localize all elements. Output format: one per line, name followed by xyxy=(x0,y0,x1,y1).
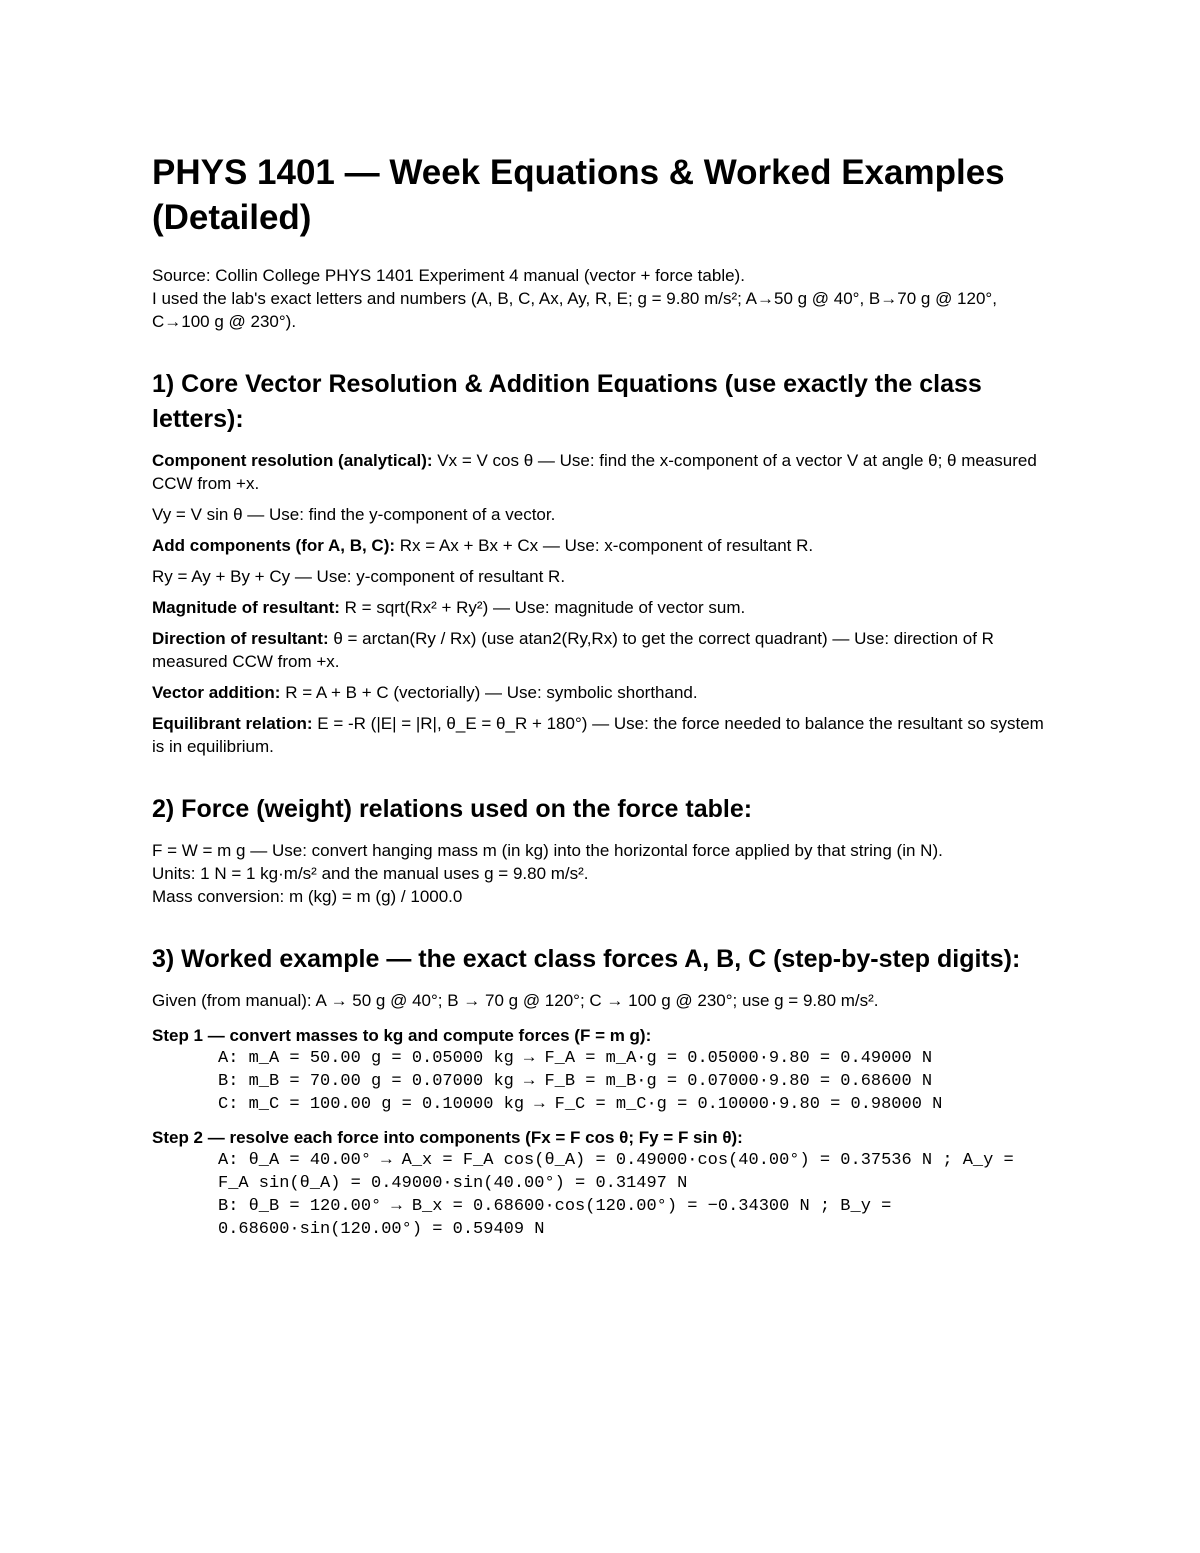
magnitude-label: Magnitude of resultant: xyxy=(152,598,340,617)
step-1-line-c: C: m_C = 100.00 g = 0.10000 kg → F_C = m_C·g = 0.10000·9.80 = 0.98000 N xyxy=(218,1095,943,1114)
add-components-label: Add components (for A, B, C): xyxy=(152,536,396,555)
direction-line xyxy=(152,627,1047,673)
step-2-label-text: Step 2 — resolve each force into components (Fx = F cos θ; Fy = F sin θ): xyxy=(152,1128,743,1147)
direction-label: Direction of resultant: xyxy=(152,629,329,648)
component-resolution-label: Component resolution (analytical): xyxy=(152,451,433,470)
intro-note: I used the lab's exact letters and numbers (A, B, C, Ax, Ay, R, E; g = 9.80 m/s²; A→50 g @ 40°, B→70 g @ 120°, C→100 g @ 230°). xyxy=(152,289,997,331)
page-title: PHYS 1401 — Week Equations & Worked Examples (Detailed) xyxy=(152,153,1005,237)
step-2-line-b: B: θ_B = 120.00° → B_x = 0.68600·cos(120.00°) = −0.34300 N ; B_y = 0.68600·sin(120.00°) = 0.59409 N xyxy=(218,1197,892,1239)
force-weight-line: F = W = m g — Use: convert hanging mass m (in kg) into the horizontal force applied by that string (in N). xyxy=(152,841,943,860)
vector-addition-line xyxy=(152,681,1047,704)
document-page xyxy=(152,150,1047,1251)
section-2-heading: 2) Force (weight) relations used on the force table: xyxy=(152,795,753,823)
section-3-heading: 3) Worked example — the exact class forces A, B, C (step-by-step digits): xyxy=(152,945,1021,973)
direction-text: θ = arctan(Ry / Rx) (use atan2(Ry,Rx) to get the correct quadrant) — Use: direction of R measured CCW from +x. xyxy=(152,629,994,671)
given-line: Given (from manual): A → 50 g @ 40°; B → 70 g @ 120°; C → 100 g @ 230°; use g = 9.80 m/s². xyxy=(152,991,879,1010)
section-1-heading: 1) Core Vector Resolution & Addition Equations (use exactly the class letters): xyxy=(152,370,982,433)
vy-line: Vy = V sin θ — Use: find the y-component of a vector. xyxy=(152,505,556,524)
equilibrant-text: E = -R (|E| = |R|, θ_E = θ_R + 180°) — Use: the force needed to balance the resultant so system is in equilibrium. xyxy=(152,714,1044,756)
step-1-line-b: B: m_B = 70.00 g = 0.07000 kg → F_B = m_B·g = 0.07000·9.80 = 0.68600 N xyxy=(218,1072,933,1091)
vector-addition-label: Vector addition: xyxy=(152,683,281,702)
step-1-calculations xyxy=(152,1047,1047,1116)
magnitude-text: R = sqrt(Rx² + Ry²) — Use: magnitude of vector sum. xyxy=(339,598,746,617)
source-line: Source: Collin College PHYS 1401 Experiment 4 manual (vector + force table). xyxy=(152,266,745,285)
ry-line: Ry = Ay + By + Cy — Use: y-component of resultant R. xyxy=(152,567,566,586)
step-1-label-text: Step 1 — convert masses to kg and compute forces (F = m g): xyxy=(152,1026,652,1045)
step-1-line-a: A: m_A = 50.00 g = 0.05000 kg → F_A = m_A·g = 0.05000·9.80 = 0.49000 N xyxy=(218,1049,933,1068)
add-components-text: Rx = Ax + Bx + Cx — Use: x-component of resultant R. xyxy=(395,536,814,555)
step-2-line-a: A: θ_A = 40.00° → A_x = F_A cos(θ_A) = 0.49000·cos(40.00°) = 0.37536 N ; A_y = F_A sin(θ_A) = 0.49000·sin(40.00°) = 0.31497 N xyxy=(218,1151,1014,1193)
add-components-line xyxy=(152,534,1047,557)
step-1-label xyxy=(152,1024,1047,1047)
magnitude-line xyxy=(152,596,1047,619)
component-resolution-text: Vx = V cos θ — Use: find the x-component of a vector V at angle θ; θ measured CCW from +x. xyxy=(152,451,1037,493)
mass-conversion-line: Mass conversion: m (kg) = m (g) / 1000.0 xyxy=(152,887,463,906)
step-2-calculations xyxy=(152,1149,1047,1241)
equilibrant-line xyxy=(152,712,1047,758)
equilibrant-label: Equilibrant relation: xyxy=(152,714,313,733)
units-line: Units: 1 N = 1 kg·m/s² and the manual uses g = 9.80 m/s². xyxy=(152,864,589,883)
vector-addition-text: R = A + B + C (vectorially) — Use: symbolic shorthand. xyxy=(280,683,698,702)
component-resolution-line xyxy=(152,449,1047,495)
step-2-label xyxy=(152,1126,1047,1149)
